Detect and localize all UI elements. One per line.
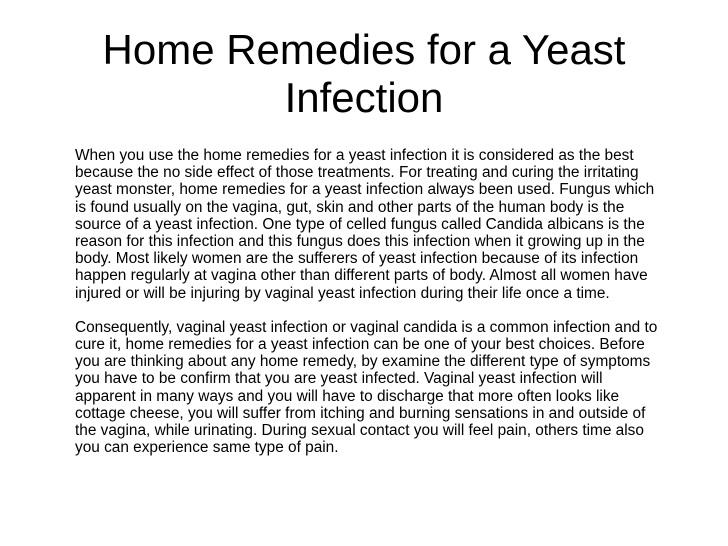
body-paragraph-2: Consequently, vaginal yeast infection or vaginal candida is a common infection and to cure it, home remedies for a yeast infection can be one of your best choices. Before you are thinking about any home remedy, by examine the different type of symptoms you have to be confirm that you are yeast infected. Vaginal yeast infection will apparent in many ways and you will have to discharge that more often looks like cottage cheese, you will suffer from itching and burning sensations in and outside of the vagina, while urinating. During sexual contact you will feel pain, others time also you can experience same type of pain. [75, 318, 658, 457]
slide-title: Home Remedies for a Yeast Infection [102, 26, 626, 121]
slide-body [75, 147, 665, 456]
body-paragraph-1: When you use the home remedies for a yeast infection it is considered as the best because the no side effect of those treatments. For treating and curing the irritating yeast monster, home remedies for a yeast infection always been used. Fungus which is found usually on the vagina, gut, skin and other parts of the human body is the source of a yeast infection. One type of celled fungus called Candida albicans is the reason for this infection and this fungus does this infection when it growing up in the body. Most likely women are the sufferers of yeast infection because of its infection happen regularly at vagina other than different parts of body. Almost all women have injured or will be injuring by vaginal yeast infection during their life once a time. [75, 147, 655, 302]
